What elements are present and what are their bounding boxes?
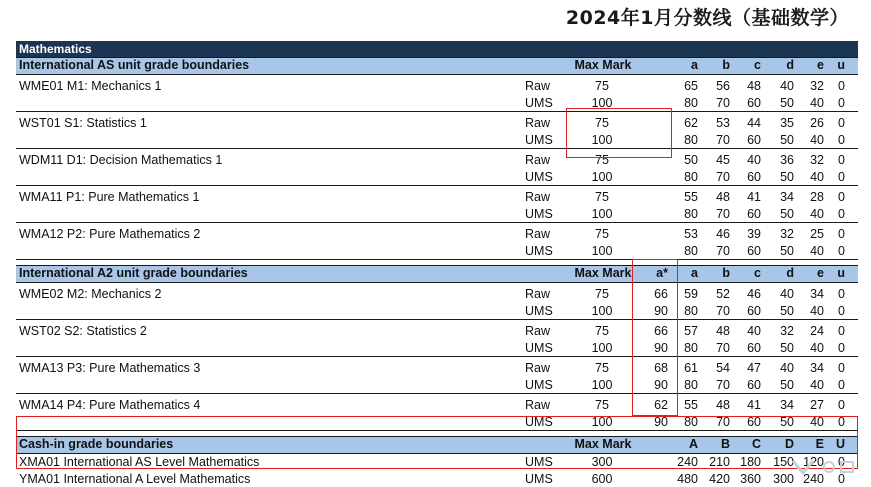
grade-value: 0 [838, 303, 845, 318]
mark-type: UMS [525, 169, 553, 184]
max-mark: 75 [595, 361, 609, 375]
grade-value: 50 [780, 169, 794, 184]
grade-value: 52 [716, 287, 730, 301]
grade-value: 50 [780, 414, 794, 429]
a2-grade-header: a* [656, 266, 668, 280]
grade-value: 68 [654, 361, 668, 375]
table-row [16, 377, 858, 394]
grade-value: 27 [810, 398, 824, 412]
grade-value: 70 [716, 243, 730, 258]
a2-grade-header: a [691, 266, 698, 280]
grade-value: 80 [684, 414, 698, 429]
unit-block [16, 283, 858, 320]
max-mark: 100 [591, 414, 613, 429]
grade-value: 40 [810, 340, 824, 355]
max-mark: 100 [591, 377, 613, 392]
max-mark: 100 [591, 303, 613, 318]
grade-value: 50 [780, 377, 794, 392]
max-mark: 75 [595, 324, 609, 338]
grade-value: 40 [810, 95, 824, 110]
grade-value: 50 [780, 206, 794, 221]
grade-value: 66 [654, 287, 668, 301]
a2-grade-header: e [817, 266, 824, 280]
cashin-grade-header: B [720, 437, 730, 451]
mark-type: UMS [525, 377, 553, 392]
grade-value: 240 [677, 455, 698, 469]
table-header-label: Mathematics [19, 42, 92, 56]
grade-value: 61 [684, 361, 698, 375]
max-mark: 75 [595, 190, 609, 204]
mark-type: Raw [525, 361, 551, 375]
unit-block [16, 357, 858, 394]
as-section-title: International AS unit grade boundaries [19, 58, 250, 72]
max-mark: 75 [595, 79, 609, 93]
table-row [16, 303, 858, 320]
max-mark: 100 [591, 340, 613, 355]
grade-value: 70 [716, 95, 730, 110]
grade-value: 80 [684, 377, 698, 392]
grade-value: 60 [747, 377, 761, 392]
grade-value: 54 [716, 361, 730, 375]
grade-value: 40 [780, 287, 794, 301]
grade-value: 60 [747, 414, 761, 429]
grade-value: 0 [838, 206, 845, 221]
grade-value: 60 [747, 132, 761, 147]
grade-value: 0 [838, 243, 845, 258]
unit-name: WST02 S2: Statistics 2 [19, 324, 147, 338]
as-grade-header: b [722, 58, 730, 72]
mark-type: Raw [525, 287, 551, 301]
grade-value: 70 [716, 206, 730, 221]
mark-type: UMS [525, 303, 553, 318]
mark-type: Raw [525, 398, 551, 412]
grade-value: 120 [803, 455, 824, 469]
grade-value: 40 [810, 169, 824, 184]
grade-value: 32 [780, 227, 794, 241]
a2-section-header [16, 265, 858, 283]
table-row [16, 360, 858, 377]
unit-block [16, 75, 858, 112]
grade-value: 39 [747, 227, 761, 241]
a2-units [16, 283, 858, 431]
grade-value: 47 [747, 361, 761, 375]
grade-value: 0 [838, 169, 845, 184]
mark-type: Raw [525, 190, 551, 204]
grade-value: 32 [810, 153, 824, 167]
grade-value: 210 [709, 455, 730, 469]
cashin-section-title: Cash-in grade boundaries [19, 437, 174, 451]
table-row [16, 226, 858, 243]
unit-name: WMA13 P3: Pure Mathematics 3 [19, 361, 201, 375]
mark-type: Raw [525, 79, 551, 93]
table-row [16, 243, 858, 260]
table-row [16, 323, 858, 340]
a2-grade-header: b [722, 266, 730, 280]
grade-value: 80 [684, 169, 698, 184]
grade-value: 70 [716, 169, 730, 184]
grade-value: 34 [780, 398, 794, 412]
grade-value: 48 [716, 398, 730, 412]
max-mark: 75 [595, 153, 609, 167]
grade-value: 62 [684, 116, 698, 130]
grade-value: 56 [716, 79, 730, 93]
unit-block [16, 223, 858, 260]
mark-type: UMS [525, 95, 553, 110]
grade-value: 60 [747, 95, 761, 110]
grade-value: 32 [810, 79, 824, 93]
max-mark: 100 [591, 169, 613, 184]
grade-value: 36 [780, 153, 794, 167]
mark-type: UMS [525, 455, 553, 469]
as-grade-header: a [691, 58, 698, 72]
grade-value: 60 [747, 243, 761, 258]
grade-value: 0 [838, 287, 845, 301]
as-grade-header: u [837, 58, 845, 72]
cashin-grade-header: D [784, 437, 794, 451]
max-mark: 75 [595, 227, 609, 241]
table-row [16, 78, 858, 95]
unit-block [16, 320, 858, 357]
grade-value: 0 [838, 79, 845, 93]
unit-name: WME01 M1: Mechanics 1 [19, 79, 162, 93]
grade-value: 70 [716, 340, 730, 355]
grade-value: 46 [716, 227, 730, 241]
grade-value: 57 [684, 324, 698, 338]
grade-value: 150 [773, 455, 794, 469]
grade-value: 240 [803, 471, 824, 486]
table-row [16, 169, 858, 186]
table-row [16, 152, 858, 169]
grade-value: 46 [747, 287, 761, 301]
mark-type: UMS [525, 414, 553, 429]
grade-value: 480 [677, 471, 698, 486]
grade-value: 50 [780, 340, 794, 355]
max-mark: 600 [591, 471, 613, 486]
table-row [16, 414, 858, 431]
grade-value: 40 [747, 324, 761, 338]
as-section-header [16, 57, 858, 75]
grade-value: 80 [684, 95, 698, 110]
a2-section-title: International A2 unit grade boundaries [19, 266, 248, 280]
grade-value: 360 [740, 471, 761, 486]
grade-value: 40 [780, 361, 794, 375]
grade-value: 50 [780, 95, 794, 110]
grade-value: 0 [838, 398, 845, 412]
grade-value: 80 [684, 243, 698, 258]
grade-value: 0 [838, 153, 845, 167]
grade-value: 70 [716, 132, 730, 147]
cashin-grade-header: E [815, 437, 824, 451]
grade-value: 300 [773, 471, 794, 486]
grade-value: 80 [684, 340, 698, 355]
grade-value: 0 [838, 227, 845, 241]
cashin-max-mark-header: Max Mark [574, 437, 632, 451]
grade-value: 53 [716, 116, 730, 130]
max-mark: 300 [591, 455, 613, 469]
mark-type: UMS [525, 340, 553, 355]
unit-block [16, 394, 858, 431]
table-row [16, 95, 858, 112]
grade-value: 25 [810, 227, 824, 241]
table-row [16, 115, 858, 132]
grade-value: 45 [716, 153, 730, 167]
grade-value: 0 [838, 377, 845, 392]
a2-grade-header: c [754, 266, 761, 280]
max-mark: 75 [595, 287, 609, 301]
grade-value: 60 [747, 169, 761, 184]
grade-value: 50 [780, 303, 794, 318]
mark-type: Raw [525, 324, 551, 338]
grade-value: 40 [810, 206, 824, 221]
a2-grade-header: d [786, 266, 794, 280]
cashin-rows [16, 454, 858, 487]
grade-value: 90 [654, 377, 668, 392]
max-mark: 100 [591, 95, 613, 110]
grade-value: 50 [780, 243, 794, 258]
logo-icon [789, 453, 859, 481]
grade-value: 26 [810, 116, 824, 130]
unit-name: WMA12 P2: Pure Mathematics 2 [19, 227, 201, 241]
table-row [16, 340, 858, 357]
grade-value: 41 [747, 190, 761, 204]
unit-name: WME02 M2: Mechanics 2 [19, 287, 162, 301]
grade-value: 70 [716, 377, 730, 392]
mark-type: UMS [525, 132, 553, 147]
grade-value: 40 [747, 153, 761, 167]
mark-type: Raw [525, 153, 551, 167]
as-grade-header: c [754, 58, 761, 72]
mark-type: Raw [525, 227, 551, 241]
grade-value: 90 [654, 340, 668, 355]
grade-value: 53 [684, 227, 698, 241]
grade-value: 59 [684, 287, 698, 301]
table-row [16, 454, 858, 471]
max-mark: 100 [591, 243, 613, 258]
table-row [16, 471, 858, 487]
qualification-name: XMA01 International AS Level Mathematics [19, 455, 260, 469]
table-row [16, 206, 858, 223]
grade-value: 0 [838, 340, 845, 355]
grade-value: 40 [810, 243, 824, 258]
grade-value: 48 [747, 79, 761, 93]
unit-name: WST01 S1: Statistics 1 [19, 116, 147, 130]
grade-value: 60 [747, 340, 761, 355]
grade-value: 66 [654, 324, 668, 338]
table-row [16, 397, 858, 414]
grade-value: 60 [747, 303, 761, 318]
grade-value: 34 [780, 190, 794, 204]
unit-block [16, 112, 858, 149]
grade-value: 0 [838, 324, 845, 338]
table-header [16, 41, 858, 57]
unit-name: WMA14 P4: Pure Mathematics 4 [19, 398, 201, 412]
grade-value: 70 [716, 303, 730, 318]
mark-type: Raw [525, 116, 551, 130]
grade-value: 420 [709, 471, 730, 486]
page-title: 2024年1月分数线（基础数学） [565, 7, 849, 29]
max-mark: 100 [591, 132, 613, 147]
grade-value: 44 [747, 116, 761, 130]
table-row [16, 189, 858, 206]
grade-value: 60 [747, 206, 761, 221]
grade-value: 55 [684, 398, 698, 412]
qualification-name: YMA01 International A Level Mathematics [19, 471, 251, 486]
grade-value: 0 [838, 455, 845, 469]
cashin-grade-header: C [751, 437, 761, 451]
max-mark: 75 [595, 398, 609, 412]
max-mark: 75 [595, 116, 609, 130]
grade-value: 32 [780, 324, 794, 338]
mark-type: UMS [525, 243, 553, 258]
table-row [16, 286, 858, 303]
grade-value: 70 [716, 414, 730, 429]
grade-value: 40 [810, 377, 824, 392]
grade-value: 50 [684, 153, 698, 167]
grade-value: 0 [838, 414, 845, 429]
grade-value: 48 [716, 324, 730, 338]
a2-grade-header: u [837, 266, 845, 280]
grade-value: 0 [838, 116, 845, 130]
grade-value: 24 [810, 324, 824, 338]
as-grade-header: e [817, 58, 824, 72]
cashin-section-header [16, 436, 858, 454]
as-max-mark-header: Max Mark [574, 58, 632, 72]
unit-block [16, 186, 858, 223]
grade-value: 34 [810, 287, 824, 301]
grade-value: 34 [810, 361, 824, 375]
grade-value: 80 [684, 132, 698, 147]
grade-value: 50 [780, 132, 794, 147]
table-row [16, 132, 858, 149]
grade-boundaries-table [16, 41, 858, 487]
as-units [16, 75, 858, 260]
grade-value: 62 [654, 398, 668, 412]
grade-value: 40 [780, 79, 794, 93]
grade-value: 90 [654, 414, 668, 429]
grade-value: 0 [838, 132, 845, 147]
grade-value: 0 [838, 471, 845, 486]
grade-value: 65 [684, 79, 698, 93]
cashin-grade-header: U [835, 437, 845, 451]
grade-value: 0 [838, 95, 845, 110]
grade-value: 55 [684, 190, 698, 204]
unit-name: WDM11 D1: Decision Mathematics 1 [19, 153, 223, 167]
grade-value: 80 [684, 303, 698, 318]
grade-value: 90 [654, 303, 668, 318]
grade-value: 35 [780, 116, 794, 130]
grade-value: 0 [838, 190, 845, 204]
grade-value: 40 [810, 303, 824, 318]
unit-block [16, 149, 858, 186]
grade-value: 40 [810, 132, 824, 147]
unit-name: WMA11 P1: Pure Mathematics 1 [19, 190, 200, 204]
grade-value: 28 [810, 190, 824, 204]
a2-max-mark-header: Max Mark [574, 266, 632, 280]
max-mark: 100 [591, 206, 613, 221]
cashin-grade-header: A [688, 437, 698, 451]
grade-value: 180 [740, 455, 761, 469]
grade-value: 48 [716, 190, 730, 204]
as-grade-header: d [786, 58, 794, 72]
grade-value: 0 [838, 361, 845, 375]
mark-type: UMS [525, 206, 553, 221]
grade-value: 80 [684, 206, 698, 221]
mark-type: UMS [525, 471, 553, 486]
grade-value: 40 [810, 414, 824, 429]
grade-value: 41 [747, 398, 761, 412]
